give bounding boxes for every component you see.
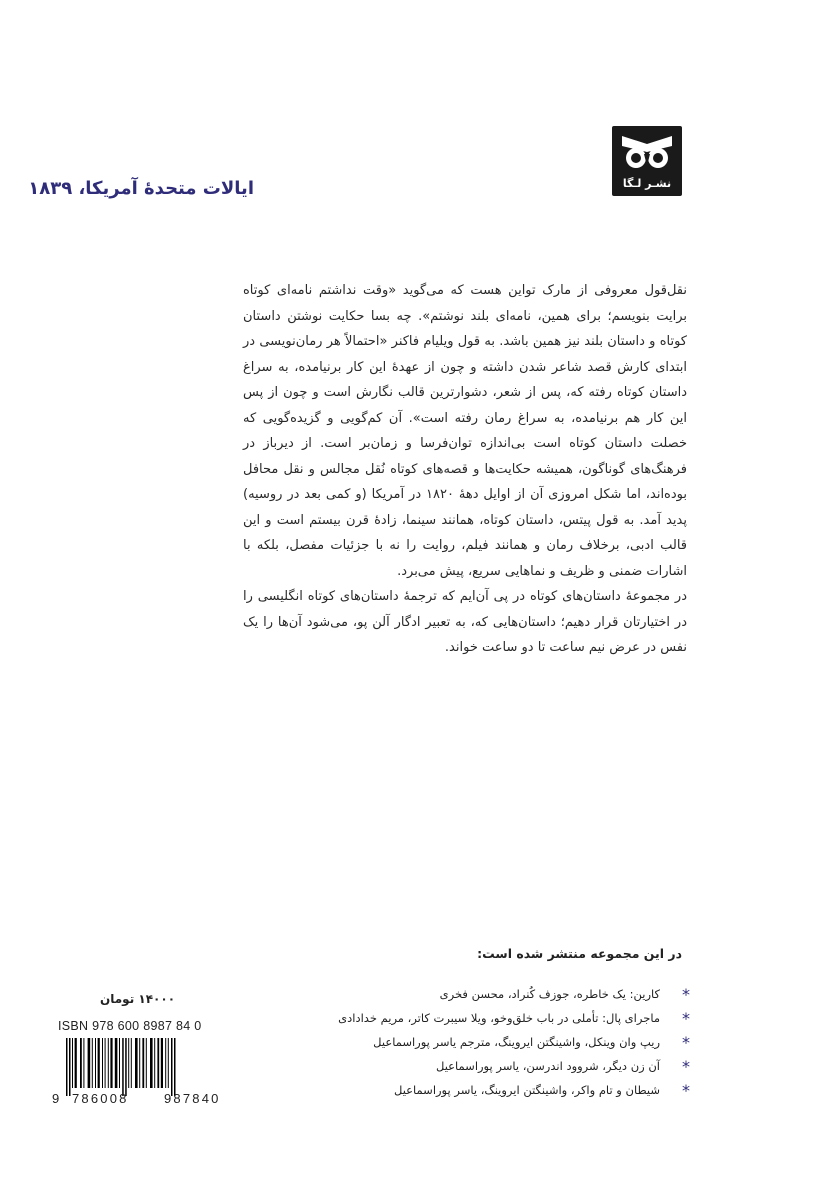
- barcode-bar: [135, 1038, 138, 1088]
- owl-eyes-icon: [618, 132, 676, 172]
- series-title: ماجرای پال: تأملی در باب خلق‌وخو، ویلا سیبرت کاتر، مریم خدادادی: [338, 1011, 660, 1025]
- barcode-bar: [139, 1038, 140, 1088]
- list-item: [250, 984, 690, 1008]
- series-title: کارین: یک خاطره، جوزف کُنراد، محسن فخری: [439, 987, 660, 1001]
- barcode-bar: [119, 1038, 120, 1088]
- list-item: [250, 1080, 690, 1104]
- barcode-bar: [83, 1038, 84, 1088]
- star-bullet-icon: *: [682, 1033, 690, 1052]
- place-title: ایالات متحدۀ آمریکا، ۱۸۳۹: [28, 178, 254, 199]
- barcode-bar: [72, 1038, 73, 1088]
- barcode-first-digit: 9: [52, 1091, 60, 1106]
- series-title: آن زن دیگر، شروود اندرسن، یاسر پوراسماعیل: [435, 1059, 660, 1073]
- barcode-bar: [142, 1038, 144, 1088]
- star-bullet-icon: *: [682, 1081, 690, 1100]
- series-heading: در این مجموعه منتشر شده است:: [477, 946, 682, 961]
- barcode-bar: [80, 1038, 82, 1088]
- barcode-bar: [105, 1038, 106, 1088]
- barcode-bar: [69, 1038, 71, 1096]
- barcode-bar: [92, 1038, 93, 1088]
- blurb-paragraph: در مجموعۀ داستان‌های کوتاه در پی آن‌ایم که ترجمۀ داستان‌های کوتاه انگلیسی را در اختیارتان قرار دهیم؛ داستان‌هایی که، به تعبیر ادگار آلن پو، می‌شود آن‌ها را یک نفس در عرض نیم ساعت تا دو ساعت خواند.: [243, 589, 687, 655]
- isbn-label: ISBN 978 600 8987 84 0: [58, 1019, 202, 1033]
- barcode-bar: [150, 1038, 153, 1088]
- barcode-bar: [128, 1038, 129, 1088]
- barcode-bar: [95, 1038, 96, 1088]
- blurb-paragraph: نقل‌قول معروفی از مارک تواین هست که می‌گوید «وقت نداشتم نامه‌ای کوتاه برایت بنویسم؛ برای همین، نامه‌ای بلند نوشتم». چه بسا حکایت نوشتن داستان کوتاه و داستان بلند نیز همین باشد. به قول ویلیام فاکنر «احتمالاً هر رمان‌نویسی در ابتدای کارش قصد شاعر شدن داشته و چون از عهدۀ این کار برنیامده، به سراغ داستان کوتاه رفته که، پس از شعر، دشوارترین قالب نگارش است و چون از پس این کار هم برنیامده، به سراغ رمان رفته است». آن کم‌گویی و گزیده‌گویی که خصلت داستان کوتاه است بی‌اندازه توان‌فرسا و زمان‌بر است. از دیرباز در فرهنگ‌های گوناگون، همیشه حکایت‌ها و قصه‌های کوتاه نُقل مجالس و نقل محافل بوده‌اند، اما شکل امروزی آن از اوایل دهۀ ۱۸۲۰ در آمریکا (و کمی بعد در روسیه) پدید آمد. به قول پیتس، داستان کوتاه، همانند سینما، زادۀ قرن بیستم است و این قالب ادبی، برخلاف رمان و همانند فیلم، روایت را نه با جزئیات مفصل، بلکه با اشارات ضمنی و ظریف و نماهایی سریع، پیش می‌برد.: [243, 283, 687, 579]
- star-bullet-icon: *: [682, 1057, 690, 1076]
- barcode-bar: [168, 1038, 169, 1088]
- barcode-bar: [122, 1038, 124, 1096]
- barcode-image: [58, 1038, 250, 1096]
- barcode-bar: [125, 1038, 127, 1096]
- barcode-bar: [161, 1038, 163, 1088]
- barcode-left-group: 786008: [72, 1091, 129, 1106]
- barcode-bar: [154, 1038, 155, 1088]
- barcode-bar: [146, 1038, 147, 1088]
- barcode-bar: [75, 1038, 77, 1088]
- barcode-right-group: 987840: [164, 1091, 221, 1106]
- series-title: شیطان و تام واکر، واشینگتن ایروینگ، یاسر پوراسماعیل: [393, 1083, 660, 1097]
- list-item: [250, 1008, 690, 1032]
- barcode-bar: [157, 1038, 159, 1088]
- barcode-bar: [110, 1038, 112, 1088]
- star-bullet-icon: *: [682, 1009, 690, 1028]
- barcode-bar: [98, 1038, 100, 1088]
- barcode-bar: [88, 1038, 91, 1088]
- publisher-name: نشـر لـگا: [622, 177, 672, 190]
- barcode-bar: [165, 1038, 166, 1088]
- blurb-text: [243, 278, 687, 661]
- publisher-logo: [612, 126, 682, 196]
- list-item: [250, 1032, 690, 1056]
- barcode-bar: [102, 1038, 103, 1088]
- barcode-bar: [66, 1038, 68, 1096]
- barcode-bar: [108, 1038, 109, 1088]
- price: ۱۴۰۰۰ تومان: [100, 992, 176, 1006]
- barcode-bar: [115, 1038, 118, 1088]
- barcode-bar: [131, 1038, 132, 1088]
- list-item: [250, 1056, 690, 1080]
- series-list: [250, 984, 690, 1104]
- star-bullet-icon: *: [682, 985, 690, 1004]
- barcode-bar: [171, 1038, 173, 1096]
- series-title: ریپ وان وینکل، واشینگتن ایروینگ، مترجم یاسر پوراسماعیل: [373, 1035, 660, 1049]
- barcode-bar: [174, 1038, 176, 1096]
